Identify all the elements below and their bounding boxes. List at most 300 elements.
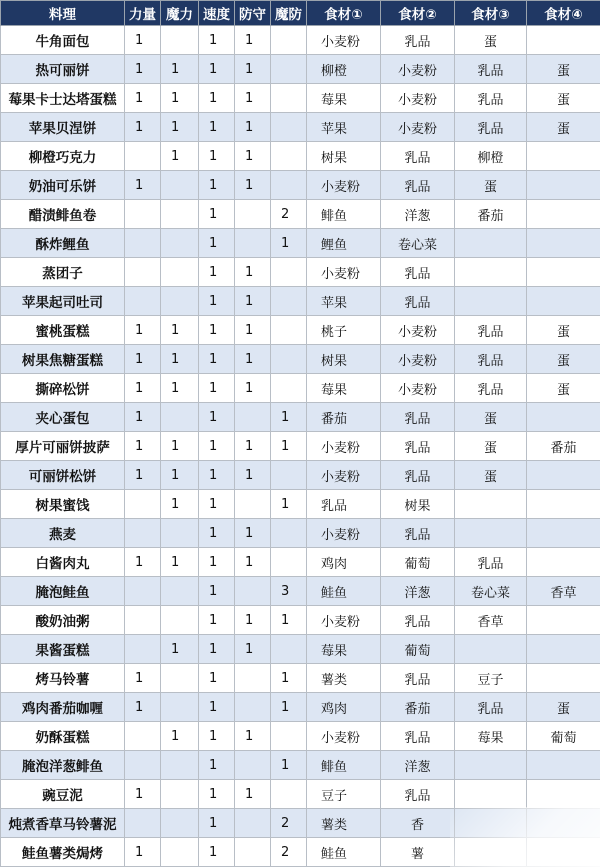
table-row bbox=[1, 606, 600, 635]
ingredient-cell: 乳品 bbox=[307, 490, 381, 519]
ingredient-cell: 小麦粉 bbox=[307, 519, 381, 548]
column-header: 魔防 bbox=[271, 1, 307, 26]
ingredient-cell: 番茄 bbox=[455, 200, 527, 229]
table-row bbox=[1, 26, 600, 55]
ingredient-cell: 乳品 bbox=[381, 432, 455, 461]
ingredient-cell bbox=[455, 809, 527, 838]
stat-cell bbox=[235, 693, 271, 722]
stat-cell: 1 bbox=[235, 461, 271, 490]
ingredient-cell bbox=[527, 490, 600, 519]
stat-cell bbox=[125, 809, 161, 838]
stat-cell bbox=[125, 635, 161, 664]
table-row bbox=[1, 635, 600, 664]
stat-cell: 1 bbox=[161, 142, 199, 171]
stat-cell: 1 bbox=[271, 664, 307, 693]
ingredient-cell: 香草 bbox=[455, 606, 527, 635]
stat-cell: 1 bbox=[199, 693, 235, 722]
stat-cell: 1 bbox=[235, 345, 271, 374]
stat-cell bbox=[235, 490, 271, 519]
ingredient-cell: 薯类 bbox=[307, 809, 381, 838]
stat-cell bbox=[235, 838, 271, 867]
stat-cell: 1 bbox=[161, 490, 199, 519]
ingredient-cell: 小麦粉 bbox=[307, 26, 381, 55]
ingredient-cell bbox=[527, 809, 600, 838]
ingredient-cell: 番茄 bbox=[527, 432, 600, 461]
ingredient-cell bbox=[527, 26, 600, 55]
table-row bbox=[1, 258, 600, 287]
ingredient-cell: 鸡肉 bbox=[307, 693, 381, 722]
dish-name: 苹果贝涅饼 bbox=[1, 113, 125, 142]
table-row bbox=[1, 403, 600, 432]
stat-cell: 1 bbox=[235, 635, 271, 664]
stat-cell bbox=[161, 664, 199, 693]
ingredient-cell: 小麦粉 bbox=[381, 84, 455, 113]
dish-name: 奶油可乐饼 bbox=[1, 171, 125, 200]
dish-name: 豌豆泥 bbox=[1, 780, 125, 809]
ingredient-cell: 乳品 bbox=[381, 606, 455, 635]
ingredient-cell: 小麦粉 bbox=[307, 432, 381, 461]
stat-cell: 1 bbox=[199, 403, 235, 432]
stat-cell bbox=[271, 26, 307, 55]
stat-cell: 1 bbox=[199, 229, 235, 258]
dish-name: 鲑鱼薯类焗烤 bbox=[1, 838, 125, 867]
table-row bbox=[1, 316, 600, 345]
ingredient-cell: 乳品 bbox=[455, 345, 527, 374]
stat-cell: 1 bbox=[199, 432, 235, 461]
stat-cell bbox=[235, 200, 271, 229]
dish-name: 炖煮香草马铃薯泥 bbox=[1, 809, 125, 838]
ingredient-cell: 番茄 bbox=[307, 403, 381, 432]
ingredient-cell: 香草 bbox=[527, 577, 600, 606]
stat-cell: 1 bbox=[199, 722, 235, 751]
ingredient-cell: 小麦粉 bbox=[381, 345, 455, 374]
table-row bbox=[1, 345, 600, 374]
table-row bbox=[1, 577, 600, 606]
ingredient-cell: 香 bbox=[381, 809, 455, 838]
stat-cell: 1 bbox=[271, 751, 307, 780]
ingredient-cell: 乳品 bbox=[455, 693, 527, 722]
ingredient-cell: 小麦粉 bbox=[381, 113, 455, 142]
dish-name: 牛角面包 bbox=[1, 26, 125, 55]
dish-name: 醋渍鲱鱼卷 bbox=[1, 200, 125, 229]
table-row bbox=[1, 55, 600, 84]
stat-cell bbox=[125, 490, 161, 519]
stat-cell: 1 bbox=[161, 461, 199, 490]
ingredient-cell: 小麦粉 bbox=[381, 316, 455, 345]
stat-cell: 1 bbox=[199, 606, 235, 635]
stat-cell: 1 bbox=[125, 26, 161, 55]
ingredient-cell: 小麦粉 bbox=[307, 258, 381, 287]
table-row bbox=[1, 664, 600, 693]
ingredient-cell: 苹果 bbox=[307, 113, 381, 142]
ingredient-cell: 小麦粉 bbox=[307, 171, 381, 200]
ingredient-cell: 小麦粉 bbox=[307, 606, 381, 635]
ingredient-cell bbox=[527, 635, 600, 664]
ingredient-cell: 豆子 bbox=[455, 664, 527, 693]
ingredient-cell: 乳品 bbox=[381, 461, 455, 490]
ingredient-cell: 薯类 bbox=[307, 664, 381, 693]
ingredient-cell: 树果 bbox=[307, 345, 381, 374]
ingredient-cell: 洋葱 bbox=[381, 577, 455, 606]
ingredient-cell: 蛋 bbox=[455, 26, 527, 55]
stat-cell bbox=[125, 606, 161, 635]
ingredient-cell bbox=[527, 519, 600, 548]
stat-cell: 1 bbox=[235, 142, 271, 171]
stat-cell bbox=[271, 84, 307, 113]
ingredient-cell: 莓果 bbox=[455, 722, 527, 751]
stat-cell: 1 bbox=[125, 432, 161, 461]
ingredient-cell: 番茄 bbox=[381, 693, 455, 722]
ingredient-cell: 洋葱 bbox=[381, 200, 455, 229]
table-row bbox=[1, 229, 600, 258]
table-row bbox=[1, 84, 600, 113]
stat-cell: 1 bbox=[271, 693, 307, 722]
column-header: 食材③ bbox=[455, 1, 527, 26]
stat-cell: 1 bbox=[125, 55, 161, 84]
ingredient-cell: 蛋 bbox=[527, 113, 600, 142]
ingredient-cell: 蛋 bbox=[527, 84, 600, 113]
stat-cell bbox=[161, 751, 199, 780]
stat-cell: 1 bbox=[199, 55, 235, 84]
ingredient-cell: 乳品 bbox=[381, 519, 455, 548]
ingredient-cell: 苹果 bbox=[307, 287, 381, 316]
stat-cell: 1 bbox=[125, 345, 161, 374]
stat-cell bbox=[271, 142, 307, 171]
ingredient-cell bbox=[455, 519, 527, 548]
ingredient-cell bbox=[455, 780, 527, 809]
stat-cell: 1 bbox=[125, 403, 161, 432]
dish-name: 蜜桃蛋糕 bbox=[1, 316, 125, 345]
ingredient-cell: 卷心菜 bbox=[455, 577, 527, 606]
stat-cell bbox=[271, 55, 307, 84]
dish-name: 燕麦 bbox=[1, 519, 125, 548]
stat-cell bbox=[235, 664, 271, 693]
stat-cell: 1 bbox=[199, 780, 235, 809]
column-header: 速度 bbox=[199, 1, 235, 26]
stat-cell bbox=[161, 258, 199, 287]
ingredient-cell: 鲤鱼 bbox=[307, 229, 381, 258]
stat-cell bbox=[125, 577, 161, 606]
stat-cell: 2 bbox=[271, 838, 307, 867]
table-row bbox=[1, 200, 600, 229]
ingredient-cell: 乳品 bbox=[455, 548, 527, 577]
stat-cell: 1 bbox=[235, 374, 271, 403]
table-row bbox=[1, 548, 600, 577]
stat-cell bbox=[125, 229, 161, 258]
ingredient-cell: 豆子 bbox=[307, 780, 381, 809]
stat-cell: 2 bbox=[271, 200, 307, 229]
stat-cell: 1 bbox=[161, 548, 199, 577]
stat-cell bbox=[271, 316, 307, 345]
ingredient-cell: 乳品 bbox=[381, 780, 455, 809]
dish-name: 腌泡鲑鱼 bbox=[1, 577, 125, 606]
stat-cell bbox=[235, 751, 271, 780]
ingredient-cell: 乳品 bbox=[455, 374, 527, 403]
dish-name: 烤马铃薯 bbox=[1, 664, 125, 693]
stat-cell: 1 bbox=[235, 171, 271, 200]
stat-cell: 1 bbox=[125, 780, 161, 809]
table-row bbox=[1, 722, 600, 751]
ingredient-cell: 莓果 bbox=[307, 635, 381, 664]
stat-cell: 2 bbox=[271, 809, 307, 838]
stat-cell: 1 bbox=[271, 490, 307, 519]
stat-cell bbox=[271, 461, 307, 490]
ingredient-cell: 树果 bbox=[381, 490, 455, 519]
stat-cell: 1 bbox=[271, 403, 307, 432]
stat-cell bbox=[161, 26, 199, 55]
ingredient-cell: 鸡肉 bbox=[307, 548, 381, 577]
stat-cell: 1 bbox=[235, 548, 271, 577]
dish-name: 树果焦糖蛋糕 bbox=[1, 345, 125, 374]
column-header: 食材② bbox=[381, 1, 455, 26]
ingredient-cell: 鲑鱼 bbox=[307, 838, 381, 867]
ingredient-cell: 蛋 bbox=[527, 316, 600, 345]
column-header: 魔力 bbox=[161, 1, 199, 26]
stat-cell: 1 bbox=[199, 461, 235, 490]
stat-cell bbox=[271, 287, 307, 316]
stat-cell bbox=[125, 722, 161, 751]
ingredient-cell: 小麦粉 bbox=[307, 461, 381, 490]
stat-cell: 1 bbox=[235, 55, 271, 84]
stat-cell bbox=[271, 722, 307, 751]
ingredient-cell bbox=[527, 142, 600, 171]
stat-cell: 1 bbox=[235, 26, 271, 55]
table-row bbox=[1, 693, 600, 722]
stat-cell bbox=[161, 780, 199, 809]
stat-cell bbox=[235, 809, 271, 838]
stat-cell: 1 bbox=[125, 461, 161, 490]
ingredient-cell: 蛋 bbox=[527, 374, 600, 403]
ingredient-cell: 桃子 bbox=[307, 316, 381, 345]
ingredient-cell bbox=[527, 548, 600, 577]
dish-name: 撕碎松饼 bbox=[1, 374, 125, 403]
ingredient-cell bbox=[455, 490, 527, 519]
stat-cell bbox=[235, 229, 271, 258]
ingredient-cell: 葡萄 bbox=[381, 548, 455, 577]
ingredient-cell: 鲑鱼 bbox=[307, 577, 381, 606]
stat-cell: 1 bbox=[235, 316, 271, 345]
stat-cell bbox=[125, 287, 161, 316]
stat-cell bbox=[271, 345, 307, 374]
ingredient-cell bbox=[527, 751, 600, 780]
ingredient-cell: 小麦粉 bbox=[307, 722, 381, 751]
dish-name: 酥炸鲤鱼 bbox=[1, 229, 125, 258]
stat-cell bbox=[161, 287, 199, 316]
ingredient-cell: 乳品 bbox=[381, 171, 455, 200]
stat-cell bbox=[161, 838, 199, 867]
dish-name: 苹果起司吐司 bbox=[1, 287, 125, 316]
stat-cell: 1 bbox=[199, 345, 235, 374]
stat-cell: 1 bbox=[161, 84, 199, 113]
ingredient-cell: 莓果 bbox=[307, 84, 381, 113]
ingredient-cell bbox=[455, 287, 527, 316]
stat-cell bbox=[161, 200, 199, 229]
stat-cell: 1 bbox=[199, 490, 235, 519]
stat-cell: 1 bbox=[199, 200, 235, 229]
stat-cell: 1 bbox=[271, 229, 307, 258]
ingredient-cell: 蛋 bbox=[527, 55, 600, 84]
stat-cell: 1 bbox=[199, 809, 235, 838]
stat-cell: 1 bbox=[235, 432, 271, 461]
stat-cell bbox=[125, 519, 161, 548]
stat-cell: 1 bbox=[235, 606, 271, 635]
stat-cell bbox=[161, 171, 199, 200]
stat-cell: 1 bbox=[199, 287, 235, 316]
dish-name: 莓果卡士达塔蛋糕 bbox=[1, 84, 125, 113]
stat-cell bbox=[271, 113, 307, 142]
stat-cell bbox=[125, 258, 161, 287]
stat-cell: 1 bbox=[199, 171, 235, 200]
stat-cell bbox=[161, 403, 199, 432]
ingredient-cell: 葡萄 bbox=[527, 722, 600, 751]
stat-cell: 1 bbox=[235, 113, 271, 142]
ingredient-cell: 鲱鱼 bbox=[307, 751, 381, 780]
dish-name: 柳橙巧克力 bbox=[1, 142, 125, 171]
stat-cell: 1 bbox=[235, 519, 271, 548]
ingredient-cell bbox=[455, 751, 527, 780]
stat-cell bbox=[125, 751, 161, 780]
stat-cell: 1 bbox=[235, 258, 271, 287]
table-row bbox=[1, 374, 600, 403]
dish-name: 可丽饼松饼 bbox=[1, 461, 125, 490]
column-header: 防守 bbox=[235, 1, 271, 26]
table-row bbox=[1, 519, 600, 548]
stat-cell: 1 bbox=[161, 345, 199, 374]
ingredient-cell: 乳品 bbox=[455, 113, 527, 142]
stat-cell bbox=[161, 577, 199, 606]
ingredient-cell: 乳品 bbox=[455, 316, 527, 345]
stat-cell: 1 bbox=[199, 751, 235, 780]
stat-cell bbox=[161, 693, 199, 722]
stat-cell: 1 bbox=[199, 84, 235, 113]
table-row bbox=[1, 838, 600, 867]
stat-cell bbox=[161, 606, 199, 635]
stat-cell: 1 bbox=[161, 113, 199, 142]
table-row bbox=[1, 142, 600, 171]
stat-cell bbox=[271, 374, 307, 403]
stat-cell: 1 bbox=[199, 548, 235, 577]
ingredient-cell: 乳品 bbox=[455, 55, 527, 84]
dish-name: 蒸团子 bbox=[1, 258, 125, 287]
ingredient-cell bbox=[455, 229, 527, 258]
dish-name: 果酱蛋糕 bbox=[1, 635, 125, 664]
dish-name: 厚片可丽饼披萨 bbox=[1, 432, 125, 461]
stat-cell: 1 bbox=[199, 519, 235, 548]
stat-cell: 1 bbox=[235, 780, 271, 809]
stat-cell bbox=[271, 780, 307, 809]
stat-cell: 1 bbox=[199, 664, 235, 693]
ingredient-cell: 蛋 bbox=[527, 693, 600, 722]
stat-cell bbox=[235, 577, 271, 606]
stat-cell: 1 bbox=[199, 374, 235, 403]
ingredient-cell bbox=[527, 838, 600, 867]
ingredient-cell: 小麦粉 bbox=[381, 55, 455, 84]
ingredient-cell bbox=[527, 780, 600, 809]
stat-cell: 1 bbox=[199, 577, 235, 606]
stat-cell: 1 bbox=[125, 838, 161, 867]
dish-name: 热可丽饼 bbox=[1, 55, 125, 84]
ingredient-cell bbox=[527, 664, 600, 693]
dish-name: 鸡肉番茄咖喱 bbox=[1, 693, 125, 722]
dish-name: 树果蜜饯 bbox=[1, 490, 125, 519]
stat-cell: 1 bbox=[199, 142, 235, 171]
ingredient-cell: 小麦粉 bbox=[381, 374, 455, 403]
stat-cell bbox=[271, 548, 307, 577]
table-row bbox=[1, 809, 600, 838]
ingredient-cell: 乳品 bbox=[381, 287, 455, 316]
ingredient-cell: 乳品 bbox=[381, 258, 455, 287]
table-row bbox=[1, 780, 600, 809]
stat-cell: 1 bbox=[161, 432, 199, 461]
stat-cell: 1 bbox=[199, 26, 235, 55]
stat-cell: 1 bbox=[235, 287, 271, 316]
ingredient-cell bbox=[527, 403, 600, 432]
ingredient-cell bbox=[527, 287, 600, 316]
table-row bbox=[1, 287, 600, 316]
table-row bbox=[1, 490, 600, 519]
stat-cell: 1 bbox=[235, 84, 271, 113]
dish-name: 夹心蛋包 bbox=[1, 403, 125, 432]
stat-cell: 1 bbox=[161, 635, 199, 664]
table-row bbox=[1, 171, 600, 200]
stat-cell: 1 bbox=[125, 84, 161, 113]
ingredient-cell: 乳品 bbox=[381, 722, 455, 751]
ingredient-cell: 莓果 bbox=[307, 374, 381, 403]
dish-name: 腌泡洋葱鲱鱼 bbox=[1, 751, 125, 780]
dish-name: 酸奶油粥 bbox=[1, 606, 125, 635]
stat-cell bbox=[161, 809, 199, 838]
stat-cell: 3 bbox=[271, 577, 307, 606]
table-row bbox=[1, 751, 600, 780]
ingredient-cell bbox=[527, 461, 600, 490]
ingredient-cell: 树果 bbox=[307, 142, 381, 171]
ingredient-cell bbox=[455, 635, 527, 664]
stat-cell: 1 bbox=[125, 113, 161, 142]
column-header: 食材① bbox=[307, 1, 381, 26]
stat-cell bbox=[271, 635, 307, 664]
stat-cell bbox=[125, 142, 161, 171]
table-row bbox=[1, 461, 600, 490]
ingredient-cell bbox=[527, 258, 600, 287]
ingredient-cell: 薯 bbox=[381, 838, 455, 867]
stat-cell: 1 bbox=[125, 664, 161, 693]
stat-cell bbox=[125, 200, 161, 229]
ingredient-cell: 蛋 bbox=[455, 461, 527, 490]
dish-name: 白酱肉丸 bbox=[1, 548, 125, 577]
column-header: 料理 bbox=[1, 1, 125, 26]
stat-cell: 1 bbox=[125, 548, 161, 577]
table-body bbox=[1, 26, 600, 867]
stat-cell bbox=[271, 519, 307, 548]
stat-cell: 1 bbox=[235, 722, 271, 751]
ingredient-cell: 乳品 bbox=[381, 664, 455, 693]
ingredient-cell: 蛋 bbox=[527, 345, 600, 374]
stat-cell: 1 bbox=[271, 606, 307, 635]
stat-cell bbox=[161, 229, 199, 258]
stat-cell bbox=[271, 258, 307, 287]
ingredient-cell: 乳品 bbox=[455, 84, 527, 113]
column-header: 食材④ bbox=[527, 1, 600, 26]
stat-cell bbox=[271, 171, 307, 200]
stat-cell: 1 bbox=[161, 55, 199, 84]
stat-cell: 1 bbox=[199, 113, 235, 142]
stat-cell: 1 bbox=[161, 316, 199, 345]
ingredient-cell: 柳橙 bbox=[307, 55, 381, 84]
ingredient-cell: 鲱鱼 bbox=[307, 200, 381, 229]
ingredient-cell bbox=[527, 229, 600, 258]
dish-name: 奶酥蛋糕 bbox=[1, 722, 125, 751]
stat-cell bbox=[161, 519, 199, 548]
